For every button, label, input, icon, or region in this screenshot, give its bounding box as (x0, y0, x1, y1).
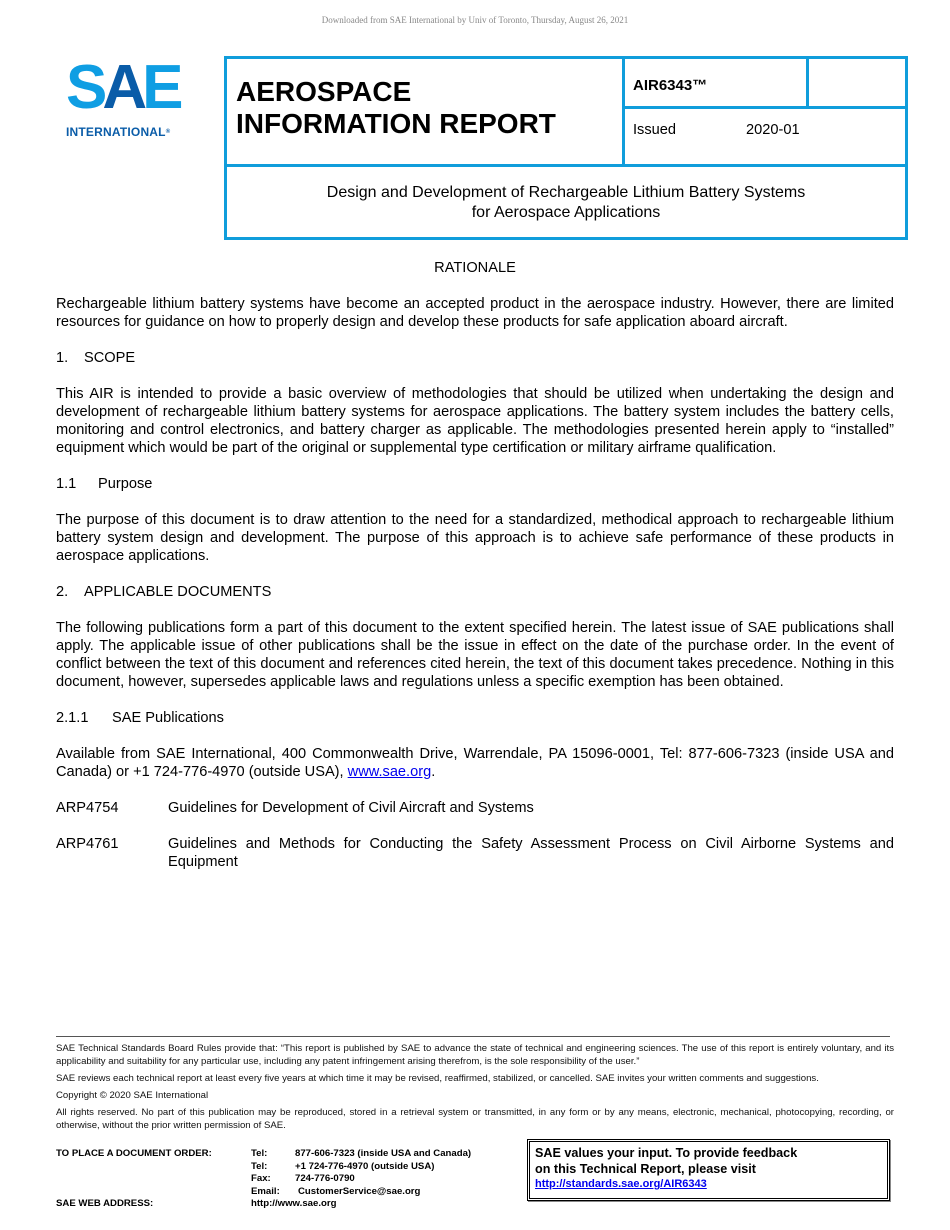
applicable-documents-text: The following publications form a part of this document to the extent specified herein. The latest issue of SAE publications shall apply. The applicable issue of other publications shall be the issue in effect on the date of the purchase order. In the event of conflict between the text of this document and references cited herein, the text of this document takes precedence. Nothing in this document, however, supersedes applicable laws and regulations unless a specific exemption has been obtained. (56, 620, 894, 690)
web-address-label: SAE WEB ADDRESS: (56, 1198, 154, 1209)
feedback-box: SAE values your input. To provide feedback on this Technical Report, please visit http://standards.sae.org/AIR6343 (527, 1139, 890, 1201)
doc-number: AIR6343™ (633, 77, 708, 94)
issued-date: 2020-01 (746, 122, 800, 138)
order-label: TO PLACE A DOCUMENT ORDER: (56, 1148, 212, 1159)
header-divider (622, 56, 625, 166)
header-divider (224, 164, 908, 167)
rationale-text: Rechargeable lithium battery systems have become an accepted product in the aerospace industry. However, there are limited resources for guidance on how to properly design and develop these products for safe application aboard aircraft. (56, 296, 894, 330)
purpose-text: The purpose of this document is to draw attention to the need for a standardized, methodical approach to rechargeable lithium battery system design and development. The purpose of this approach is to achieve safe performance of these products in aerospace applications. (56, 512, 894, 564)
sae-website-link[interactable]: www.sae.org (347, 764, 432, 780)
footer-copyright: Copyright © 2020 SAE International (56, 1090, 209, 1101)
rationale-heading: RATIONALE (434, 260, 516, 276)
download-notice: Downloaded from SAE International by Univ of Toronto, Thursday, August 26, 2021 (321, 15, 629, 25)
order-contacts: Tel: 877-606-7323 (inside USA and Canada) Tel: +1 724-776-4970 (outside USA) Fax: 724-776-0790 Email: CustomerService@sae.org http://www.sae.org (251, 1148, 521, 1211)
web-address: http://www.sae.org (251, 1198, 337, 1209)
footer-rules: SAE Technical Standards Board Rules provide that: “This report is published by SAE to advance the state of technical and engineering sciences. The use of this report is entirely voluntary, and its applicability and suitability for any particular use, including any patent infringement arising therefrom, is the sole responsibility of the user.” (56, 1043, 894, 1067)
document-body (56, 259, 894, 889)
doc-title: Design and Development of Rechargeable Lithium Battery Systems for Aerospace Applications (326, 184, 806, 221)
sae-logo-subtext: INTERNATIONAL® (66, 125, 171, 139)
header-divider (622, 106, 908, 109)
footer-rights: All rights reserved. No part of this publication may be reproduced, stored in a retrieval system or transmitted, in any form or by any means, electronic, mechanical, photocopying, recording, or otherwise, without the prior written permission of SAE. (56, 1107, 894, 1131)
section-2-1-1-heading: 2.1.1 SAE Publications (56, 710, 224, 726)
section-2-heading: 2. APPLICABLE DOCUMENTS (56, 584, 272, 600)
doc-type-title: AEROSPACE INFORMATION REPORT (236, 76, 556, 139)
section-1-heading: 1. SCOPE (56, 350, 136, 366)
sae-publications-text: Available from SAE International, 400 Commonwealth Drive, Warrendale, PA 15096-0001, Tel: 877-606-7323 (inside USA and Canada) or +1 724-776-4970 (outside USA), www.sae.org. (56, 746, 894, 780)
reference-item: ARP4754 Guidelines for Development of Civil Aircraft and Systems (56, 800, 534, 816)
issued-label: Issued (633, 122, 676, 138)
footer-divider (56, 1036, 890, 1037)
sae-logo-mark: SAE (66, 53, 179, 122)
section-1-1-heading: 1.1 Purpose (56, 476, 153, 492)
footer-reviews: SAE reviews each technical report at least every five years at which time it may be revised, reaffirmed, stabilized, or cancelled. SAE invites your written comments and suggestions. (56, 1073, 819, 1084)
header-divider (806, 56, 809, 108)
feedback-link[interactable]: http://standards.sae.org/AIR6343 (535, 1178, 707, 1190)
scope-text: This AIR is intended to provide a basic overview of methodologies that should be utilized when undertaking the design and development of rechargeable lithium battery systems for aerospace applications. The battery system includes the battery cells, monitoring and control electronics, and battery charger as applicable. The methodologies presented herein apply to “installed” equipment which would be part of the original or supplemental type certification or military airframe qualification. (56, 386, 894, 456)
sae-logo (66, 52, 196, 140)
reference-item: ARP4761 Guidelines and Methods for Conducting the Safety Assessment Process on Civil Airborne Systems and Equipment (56, 836, 894, 870)
footer-notices (56, 1042, 894, 1136)
